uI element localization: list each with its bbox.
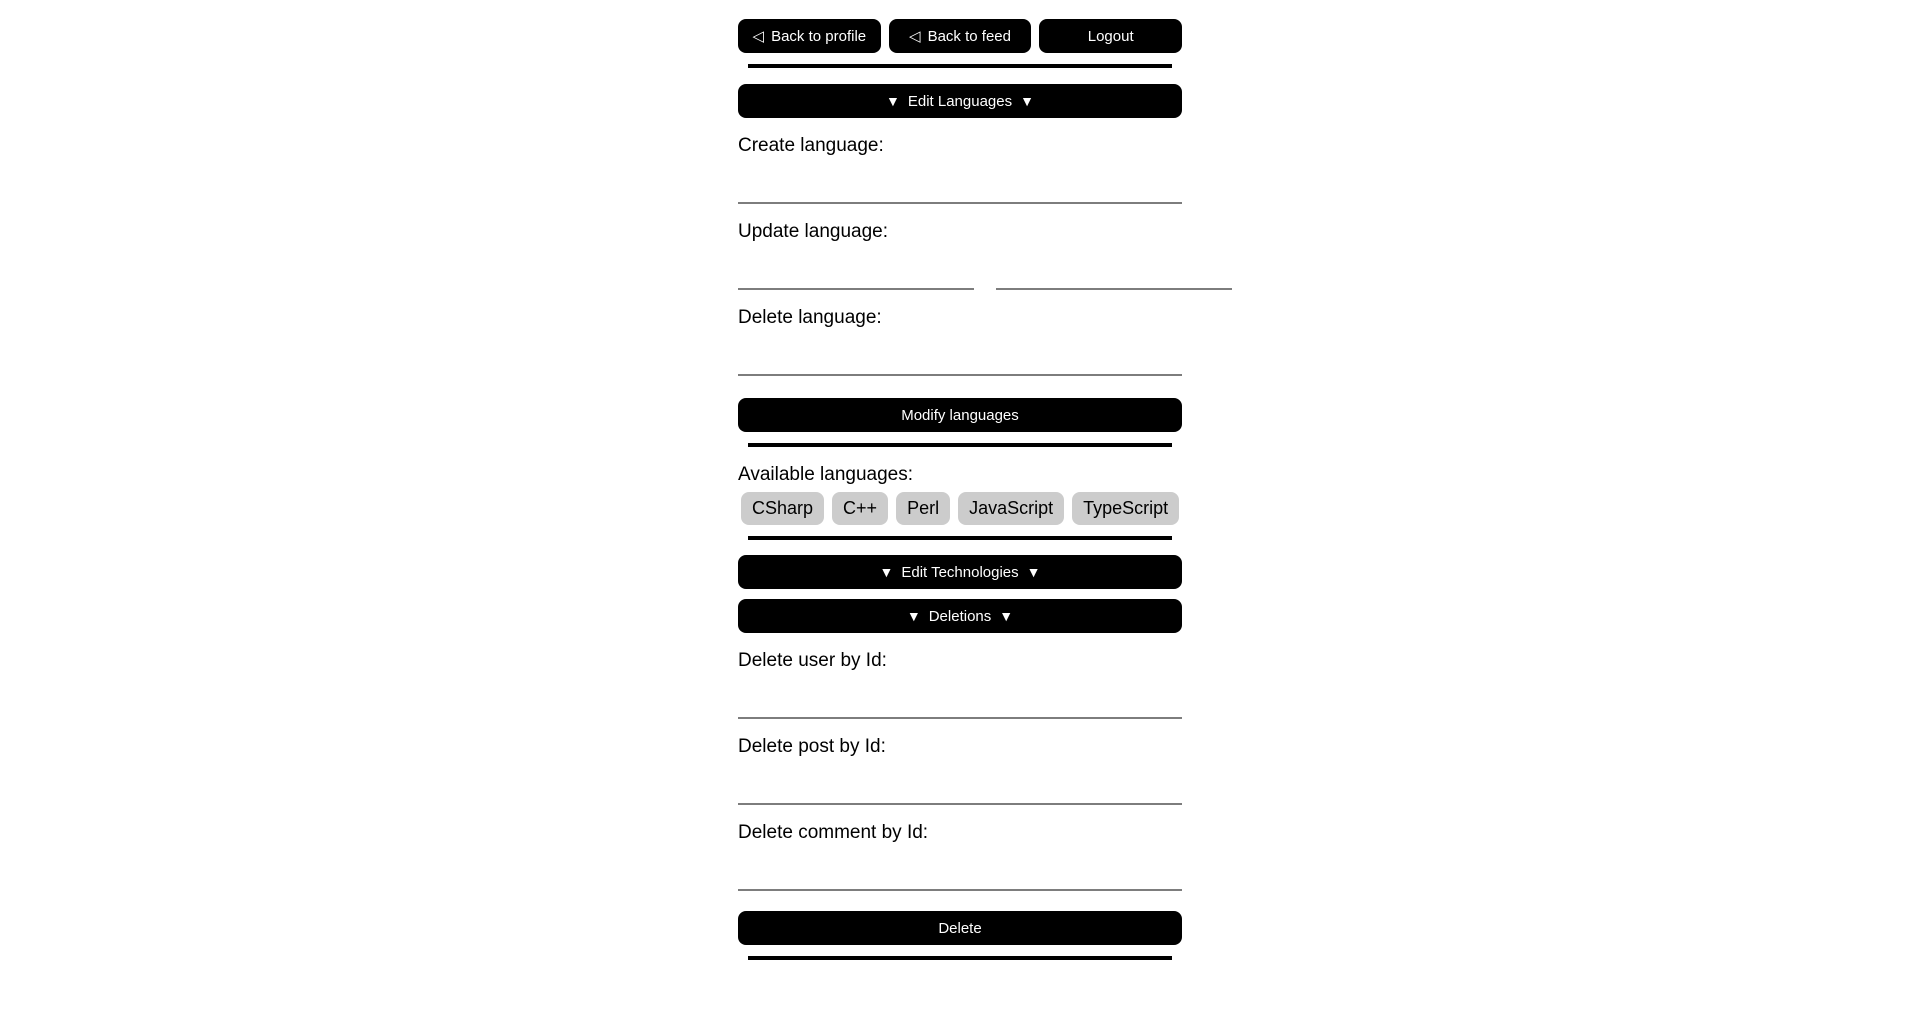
- caret-down-icon: ▼: [1026, 564, 1041, 580]
- edit-languages-toggle-label: Edit Languages: [907, 92, 1013, 110]
- back-to-feed-button[interactable]: [889, 19, 1032, 53]
- delete-button[interactable]: [738, 911, 1182, 945]
- logout-button[interactable]: [1039, 19, 1182, 53]
- caret-down-icon: ▼: [879, 564, 894, 580]
- delete-post-field: [738, 735, 1182, 805]
- back-triangle-icon: ◁: [752, 28, 765, 45]
- delete-post-id-input[interactable]: [738, 759, 1182, 805]
- divider: [748, 64, 1172, 68]
- delete-language-input[interactable]: [738, 330, 1182, 376]
- top-button-row: [738, 19, 1182, 53]
- update-language-current-input[interactable]: [738, 244, 974, 290]
- back-to-feed-label: Back to feed: [927, 27, 1011, 45]
- update-language-field: [738, 220, 1182, 290]
- language-pill[interactable]: Perl: [896, 492, 950, 525]
- delete-post-label: Delete post by Id:: [738, 736, 886, 757]
- back-triangle-icon: ◁: [909, 28, 921, 45]
- delete-user-label: Delete user by Id:: [738, 650, 887, 671]
- delete-comment-field: [738, 821, 1182, 891]
- edit-technologies-toggle[interactable]: [738, 555, 1182, 589]
- update-language-inputs: [738, 244, 1182, 290]
- back-to-profile-label: Back to profile: [771, 27, 867, 45]
- delete-button-label: Delete: [938, 919, 982, 937]
- divider: [748, 536, 1172, 540]
- caret-down-icon: ▼: [886, 93, 900, 109]
- delete-language-field: [738, 306, 1182, 376]
- delete-comment-label: Delete comment by Id:: [738, 822, 929, 843]
- create-language-field: [738, 134, 1182, 204]
- caret-down-icon: ▼: [1020, 93, 1034, 109]
- modify-languages-label: Modify languages: [901, 406, 1019, 424]
- language-pill[interactable]: TypeScript: [1072, 492, 1179, 525]
- modify-languages-button[interactable]: [738, 398, 1182, 432]
- update-language-new-input[interactable]: [996, 244, 1232, 290]
- language-pill-list: [738, 492, 1182, 525]
- language-pill[interactable]: C++: [832, 492, 888, 525]
- caret-down-icon: ▼: [999, 608, 1014, 624]
- deletions-toggle-label: Deletions: [928, 607, 992, 625]
- create-language-input[interactable]: [738, 158, 1182, 204]
- divider: [748, 443, 1172, 447]
- delete-language-label: Delete language:: [738, 307, 882, 328]
- caret-down-icon: ▼: [906, 608, 921, 624]
- divider: [748, 956, 1172, 960]
- edit-technologies-toggle-label: Edit Technologies: [901, 563, 1019, 581]
- delete-comment-id-input[interactable]: [738, 845, 1182, 891]
- edit-languages-toggle[interactable]: [738, 84, 1182, 118]
- language-pill[interactable]: JavaScript: [958, 492, 1064, 525]
- logout-label: Logout: [1087, 27, 1134, 45]
- available-languages-label: Available languages:: [738, 464, 914, 485]
- update-language-label: Update language:: [738, 221, 889, 242]
- delete-user-field: [738, 649, 1182, 719]
- create-language-label: Create language:: [738, 135, 884, 156]
- delete-user-id-input[interactable]: [738, 673, 1182, 719]
- admin-panel: [738, 0, 1182, 960]
- back-to-profile-button[interactable]: [738, 19, 881, 53]
- deletions-toggle[interactable]: [738, 599, 1182, 633]
- language-pill[interactable]: CSharp: [741, 492, 824, 525]
